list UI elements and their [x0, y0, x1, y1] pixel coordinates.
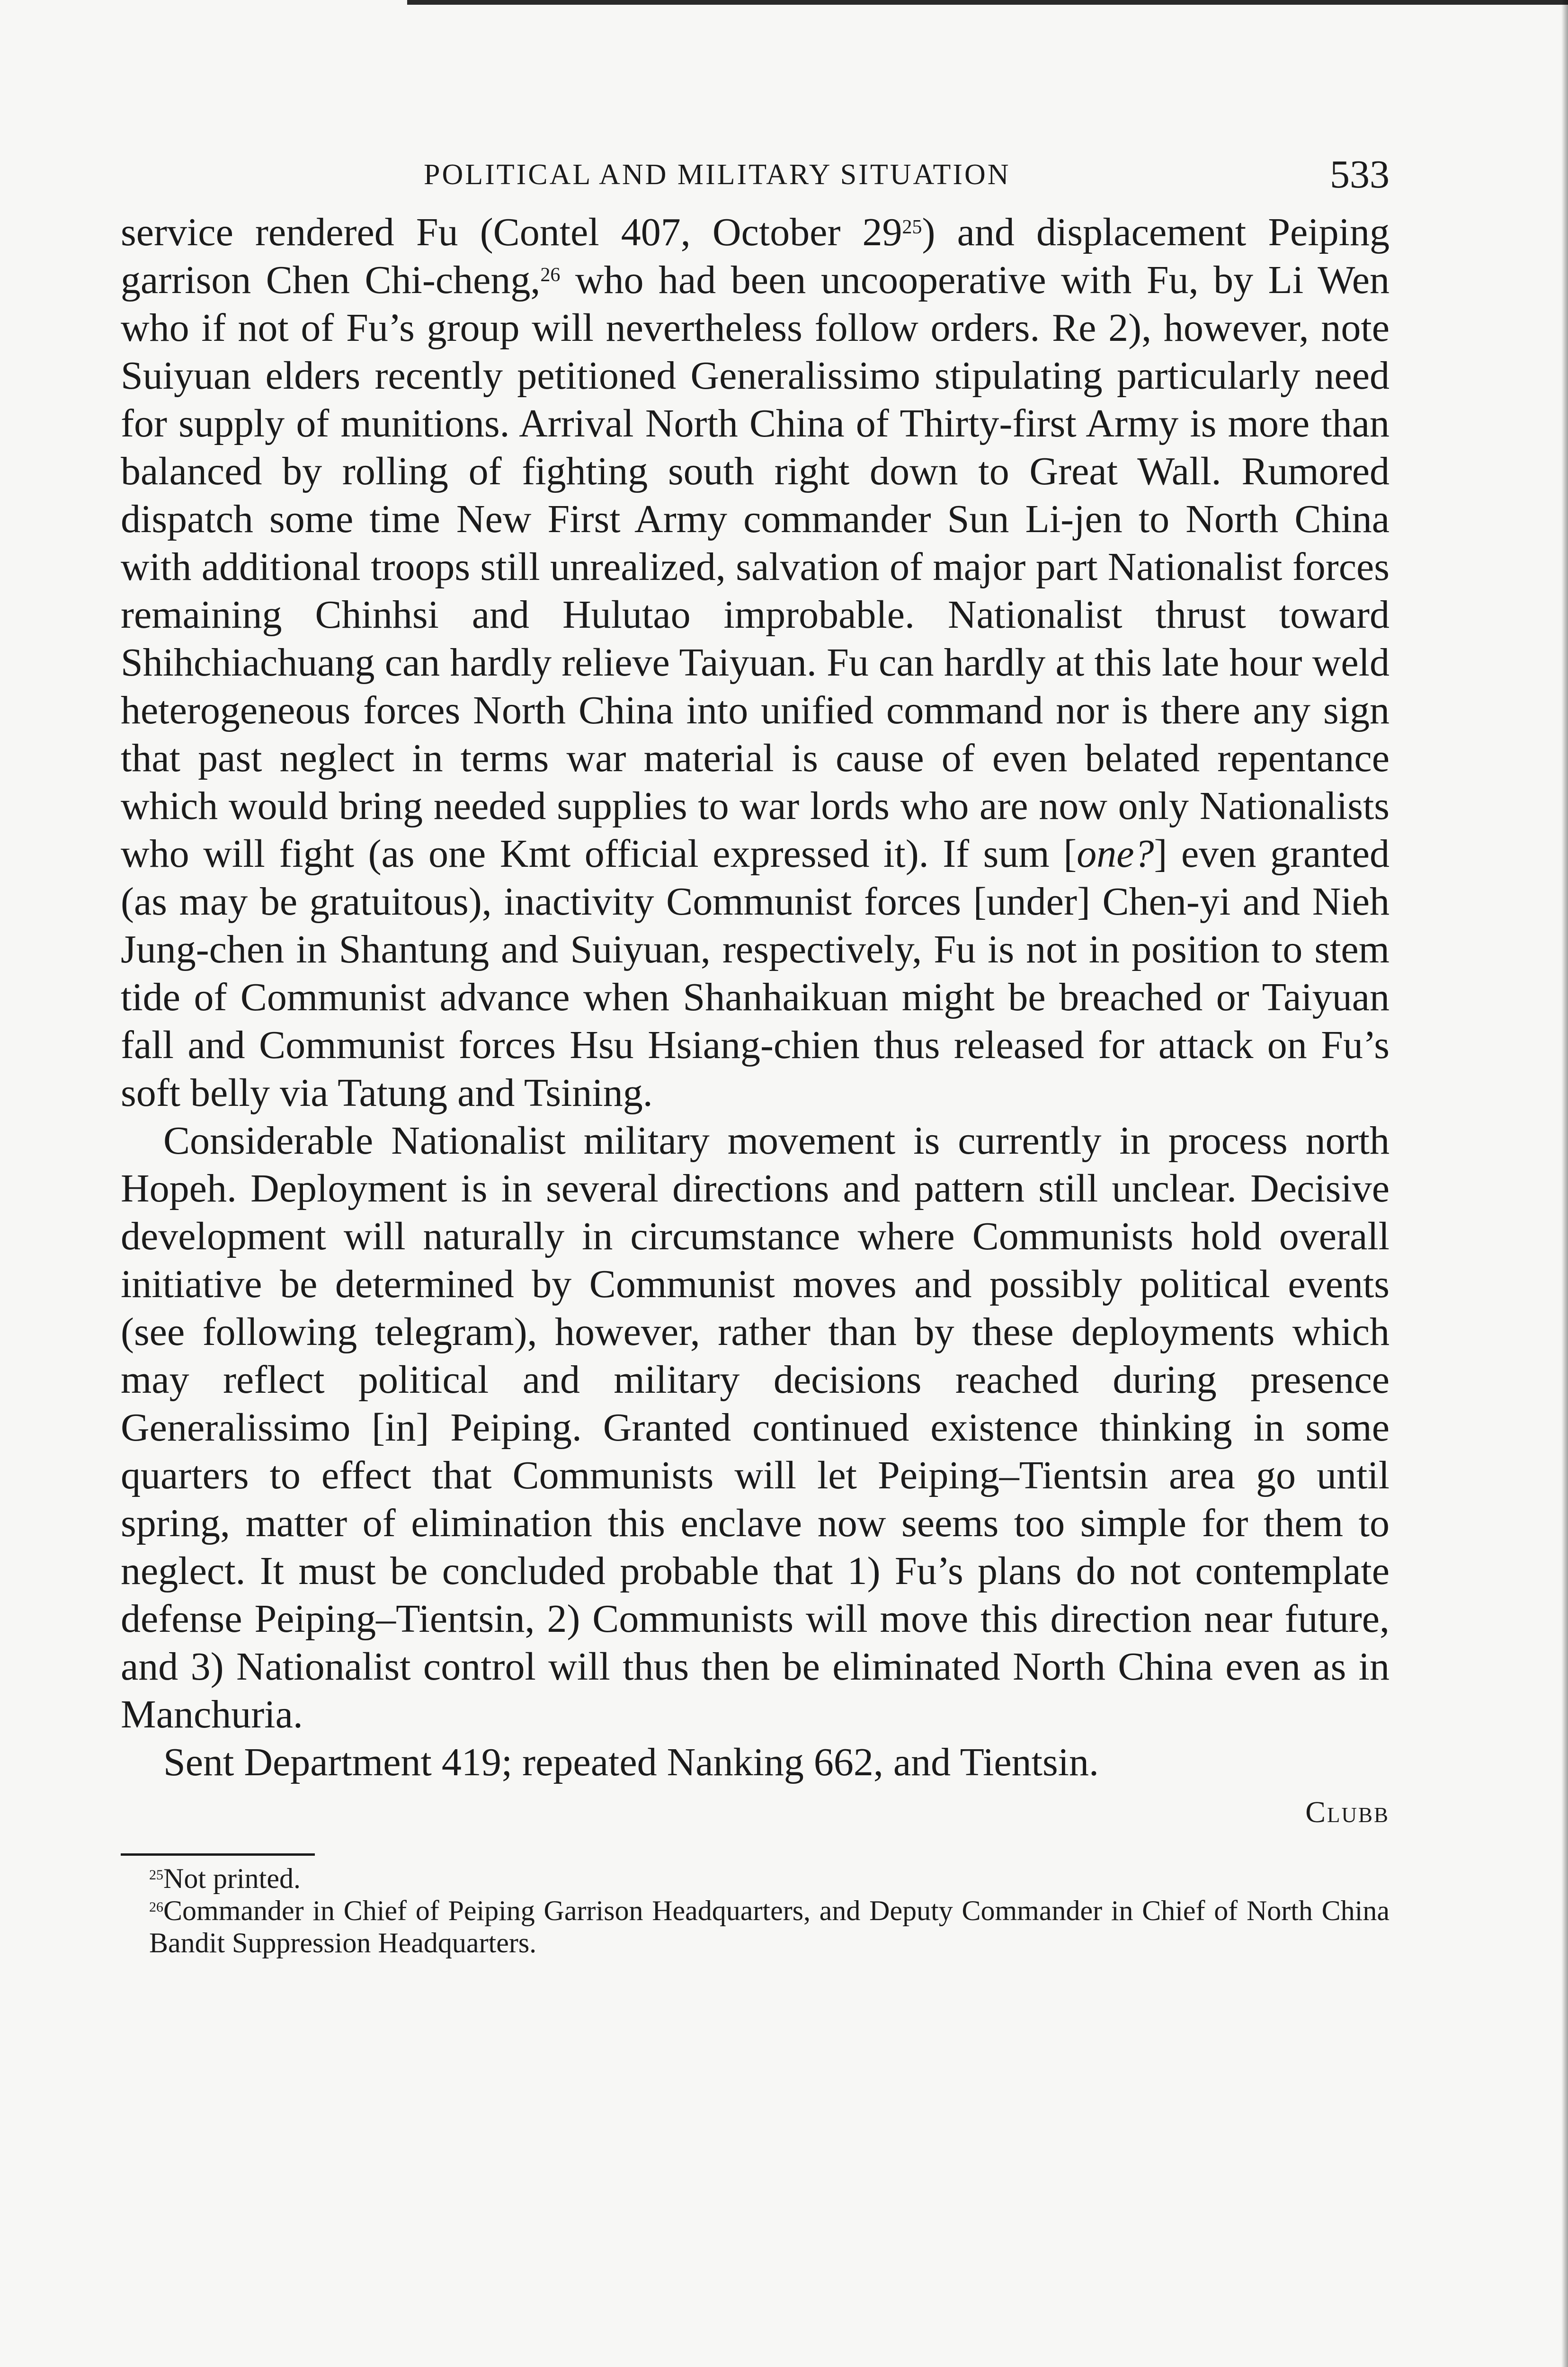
paragraph-2: Considerable Nationalist military movement is currently in process north Hopeh. Deployment is in several directions and pattern still unclear. Decisive development will naturally in circumstance where Communists hold overall initiative be determined by Communist moves and possibly political events (see following telegram), however, rather than by these deployments which may reflect political and military decisions reached during presence Generalissimo [in] Peiping. Granted continued existence thinking in some quarters to effect that Communists will let Peiping–Tientsin area go until spring, matter of elimination this enclave now seems too simple for them to neglect. It must be concluded probable that 1) Fu’s plans do not contemplate defense Peiping–Tientsin, 2) Communists will move this direction near future, and 3) Nationalist control will thus then be eliminated North China even as in Manchuria. — [121, 1119, 1390, 1736]
footnote-text: Not printed. — [163, 1863, 301, 1894]
footnote-mark: 26 — [149, 1899, 163, 1915]
footnote-text: Commander in Chief of Peiping Garrison Headquarters, and Deputy Commander in Chief of North China Bandit Suppression Headquarters. — [149, 1895, 1390, 1958]
paragraph-1 — [121, 208, 1390, 1117]
footnote-26 — [121, 1895, 1390, 1959]
page-number: 533 — [1330, 152, 1390, 196]
editorial-insertion: one? — [1077, 832, 1154, 876]
body-text — [121, 208, 1390, 1786]
running-header — [121, 151, 1390, 208]
footnote-rule — [121, 1853, 315, 1856]
running-title: POLITICAL AND MILITARY SITUATION — [424, 159, 1011, 191]
signature: Clubb — [1305, 1795, 1390, 1829]
footnote-ref-26: 26 — [540, 264, 561, 286]
footnote-mark: 25 — [149, 1867, 163, 1883]
paragraph-1-part-a: service rendered Fu (Contel 407, October 29 — [121, 210, 902, 254]
footnote-25 — [121, 1862, 1390, 1895]
page-edge-shadow — [1561, 0, 1568, 2367]
document-page — [121, 151, 1390, 1959]
footnote-ref-25: 25 — [902, 216, 922, 238]
footnotes — [121, 1862, 1390, 1959]
paragraph-1-part-c: who had been uncooperative with Fu, by Li Wen who if not of Fu’s group will nevertheless follow orders. Re 2), however, note Suiyuan elders recently petitioned Generalissimo stipulating particularly need for supply of munitions. Arrival North China of Thirty-first Army is more than balanced by rolling of fighting south right down to Great Wall. Rumored dispatch some time New First Army commander Sun Li-jen to North China with additional troops still unrealized, salvation of major part Nationalist forces remaining Chinhsi and Hulutao improbable. Nationalist thrust toward Shihchiachuang can hardly relieve Taiyuan. Fu can hardly at this late hour weld heterogeneous forces North China into unified command nor is there any sign that past neglect in terms war material is cause of even belated repentance which would bring needed supplies to war lords who are now only Nationalists who will fight (as one Kmt official expressed it). If sum [ — [121, 258, 1390, 876]
paragraph-1-part-d: ] even granted (as may be gratuitous), inactivity Communist forces [under] Chen-yi and Nieh Jung-chen in Shantung and Suiyuan, respectively, Fu is not in position to stem tide of Communist advance when Shanhaikuan might be breached or Taiyuan fall and Communist forces Hsu Hsiang-chien thus released for attack on Fu’s soft belly via Tatung and Tsining. — [121, 832, 1390, 1115]
paragraph-3: Sent Department 419; repeated Nanking 662, and Tientsin. — [163, 1740, 1099, 1784]
paragraph-1-part-b: ) and displacement Peiping garrison Chen Chi-cheng, — [121, 210, 1390, 302]
top-edge-rule — [407, 0, 1568, 5]
